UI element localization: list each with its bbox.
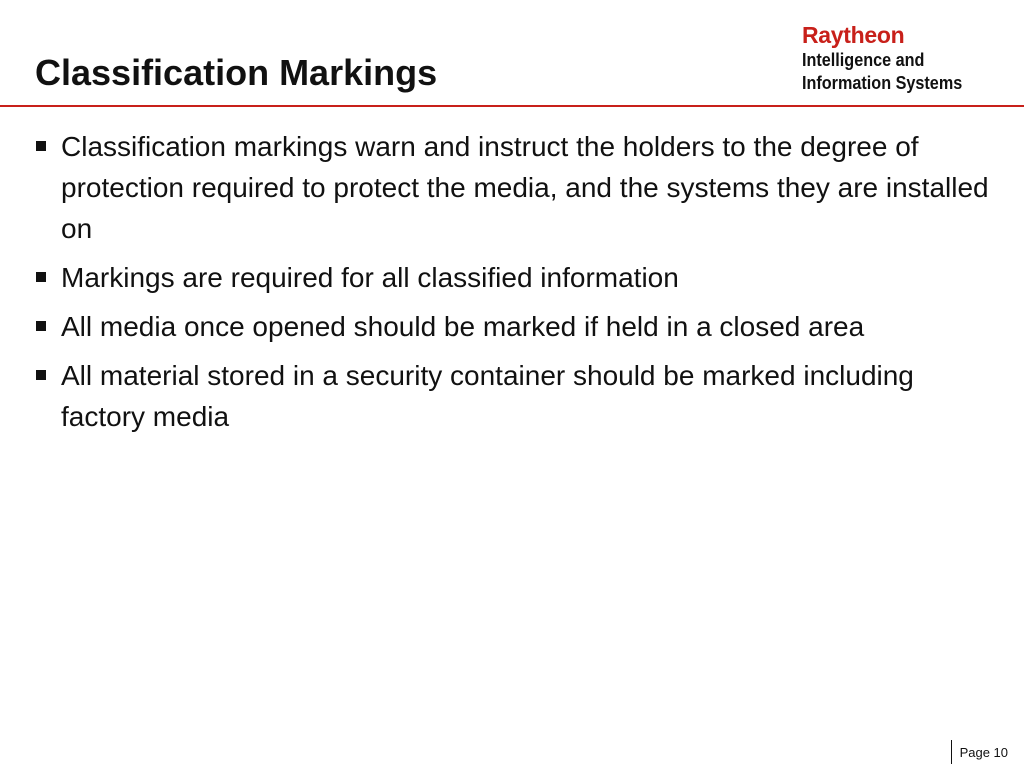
bullet-item	[30, 355, 990, 437]
bullet-text: Markings are required for all classified information	[61, 262, 679, 293]
bullet-item	[30, 257, 990, 298]
bullet-text: All media once opened should be marked if held in a closed area	[61, 311, 865, 342]
bullet-item	[30, 306, 990, 347]
bullet-item	[30, 126, 990, 249]
slide-footer	[951, 738, 1008, 766]
logo-division-line-1: Intelligence and	[802, 50, 925, 70]
square-bullet-icon	[36, 321, 46, 331]
footer-divider	[951, 740, 952, 764]
slide-title: Classification Markings	[35, 52, 438, 93]
square-bullet-icon	[36, 272, 46, 282]
title-divider	[0, 105, 1024, 107]
bullet-list	[30, 126, 990, 445]
logo-brand-name: Raytheon	[802, 22, 905, 48]
logo-division-line-2: Information Systems	[802, 73, 963, 93]
square-bullet-icon	[36, 370, 46, 380]
page-number: Page 10	[959, 744, 1008, 760]
square-bullet-icon	[36, 141, 46, 151]
bullet-text: Classification markings warn and instruct the holders to the degree of protection required to protect the media, and the systems they are installed on	[61, 131, 989, 244]
company-logo	[802, 21, 1012, 95]
bullet-text: All material stored in a security container should be marked including factory media	[61, 360, 914, 432]
